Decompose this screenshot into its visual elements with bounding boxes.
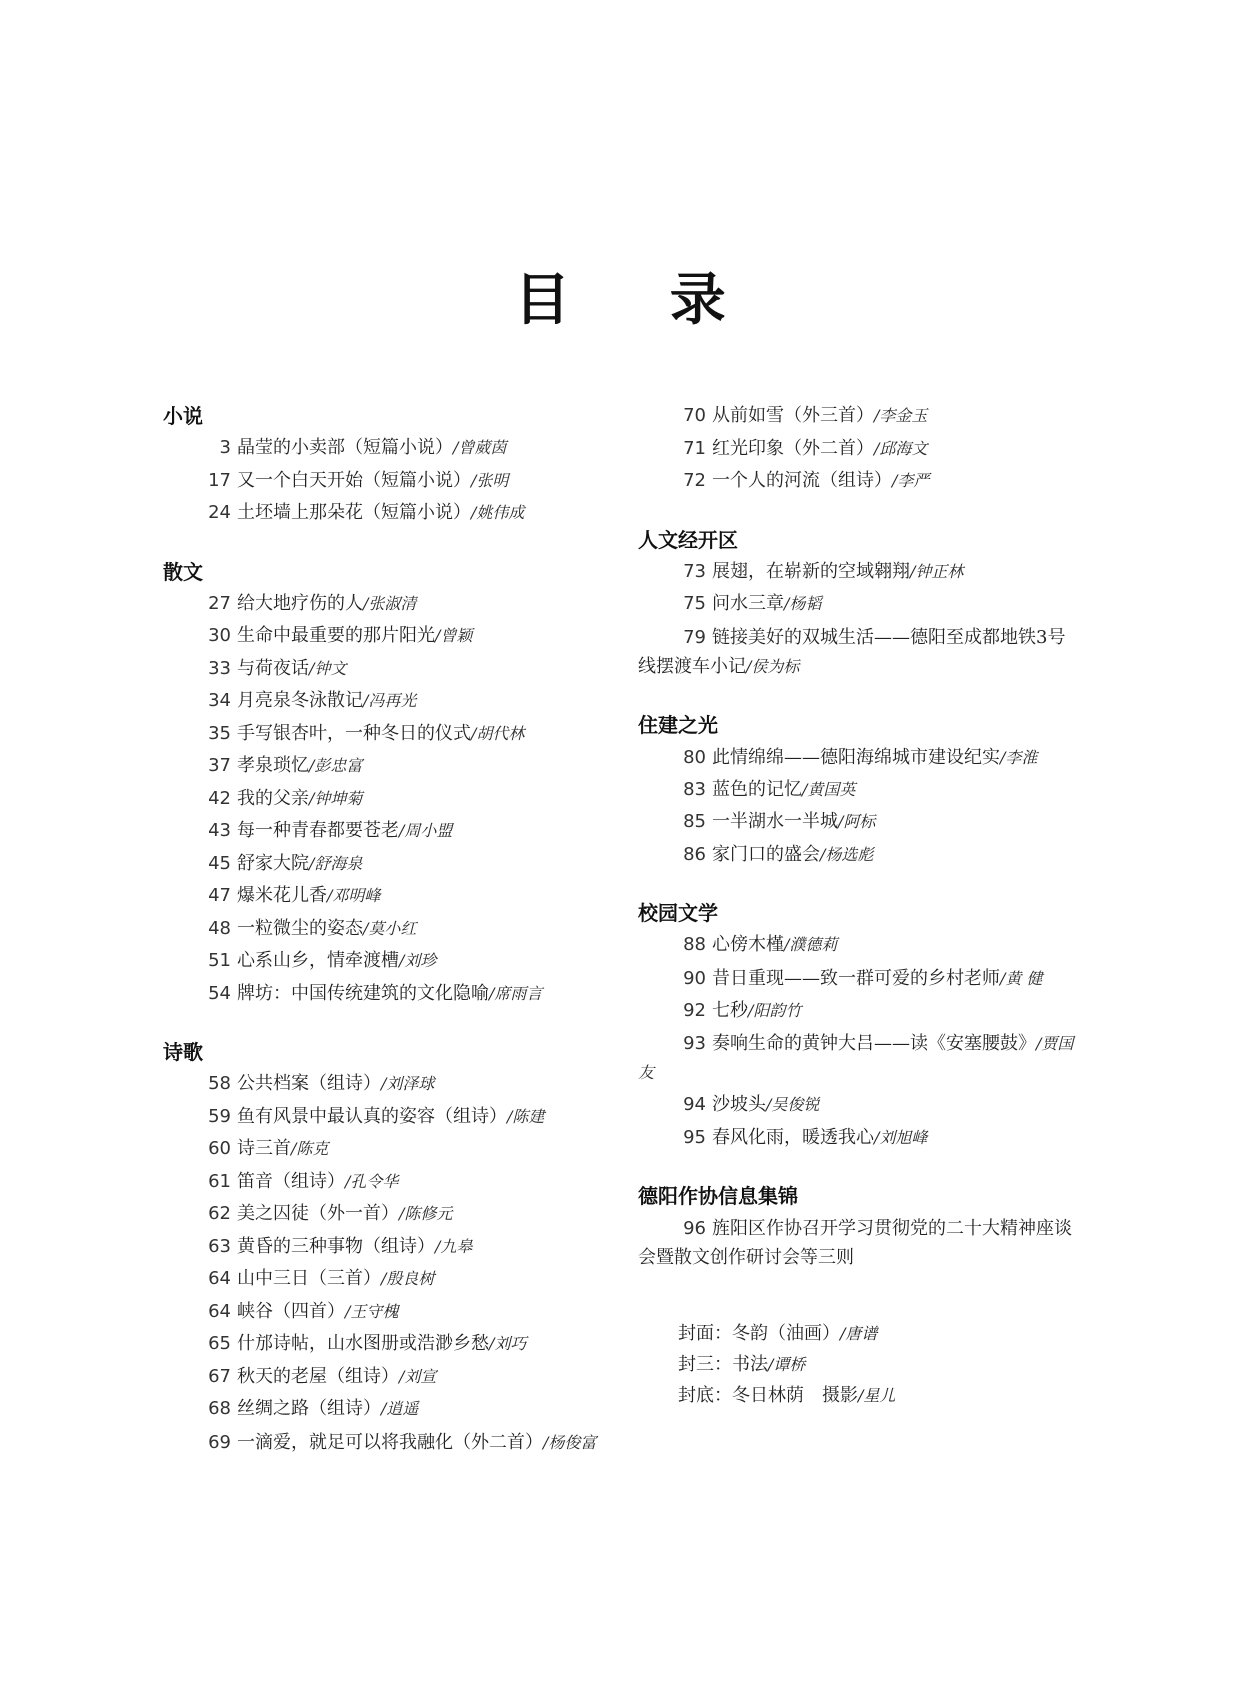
section-heading: 校园文学 (638, 901, 718, 925)
entry-title: 我的父亲 (237, 787, 309, 809)
section-heading: 小说 (163, 404, 203, 428)
entry-page-number: 69 (208, 1431, 231, 1453)
entry-author: /周小盟 (399, 821, 453, 840)
credit-line (638, 1349, 1078, 1380)
entry-page-number: 83 (683, 778, 706, 800)
entry-author: /濮德莉 (784, 935, 838, 954)
entry-page-number: 68 (208, 1398, 231, 1419)
toc-entry[interactable] (638, 962, 1078, 995)
entry-page-number: 33 (208, 657, 231, 679)
entry-author: /刘巧 (489, 1334, 527, 1353)
entry-title: 七秒 (712, 999, 748, 1021)
entry-page-number: 79 (683, 626, 706, 648)
toc-entry[interactable] (638, 1027, 1078, 1089)
entry-author: /陈修元 (399, 1204, 453, 1223)
entry-page-number: 58 (208, 1073, 231, 1094)
entry-title: 春风化雨，暖透我心 (712, 1126, 874, 1148)
entry-page-number: 34 (208, 690, 231, 711)
entry-page-number: 71 (683, 437, 706, 459)
entry-page-number: 86 (683, 843, 706, 865)
entry-page-number: 59 (208, 1105, 231, 1127)
entry-author: /张明 (471, 470, 509, 490)
entry-page-number: 47 (208, 885, 231, 906)
toc-entry[interactable] (638, 929, 1078, 962)
toc-column-left (163, 400, 603, 1459)
toc-entry[interactable] (638, 774, 1078, 807)
entry-page-number: 45 (208, 852, 231, 874)
section-heading: 散文 (163, 559, 203, 584)
credits-block (638, 1318, 1078, 1411)
entry-page-number: 65 (208, 1333, 231, 1354)
entry-page-number: 96 (683, 1218, 706, 1239)
entry-title: 一个人的河流（组诗） (712, 470, 892, 491)
entry-title: 沙坡头 (712, 1094, 766, 1115)
entry-title: 一半湖水一半城 (712, 811, 838, 832)
toc-entry[interactable] (163, 1393, 603, 1426)
entry-title: 秋天的老屋（组诗） (237, 1365, 399, 1387)
entry-page-number: 93 (683, 1033, 706, 1054)
entry-page-number: 73 (683, 560, 706, 582)
entry-page-number: 27 (208, 592, 231, 614)
entry-title: 笛音（组诗） (237, 1170, 345, 1192)
entry-author: /黄 健 (1000, 968, 1043, 988)
toc-entry[interactable] (638, 741, 1078, 774)
entry-title: 峡谷（四首） (237, 1300, 345, 1322)
entry-author: /舒海泉 (309, 853, 363, 873)
entry-author: /李淮 (1000, 747, 1038, 767)
entry-author: /李严 (892, 471, 930, 490)
entry-page-number: 80 (683, 746, 706, 768)
credit-label: 封三：书法 (678, 1354, 768, 1375)
entry-page-number: 62 (208, 1203, 231, 1224)
entry-title: 土坯墙上那朵花（短篇小说） (237, 502, 471, 523)
toc-entry[interactable] (638, 465, 1078, 498)
entry-page-number: 72 (683, 470, 706, 491)
entry-page-number: 95 (683, 1126, 706, 1148)
toc-section (638, 709, 1078, 872)
toc-entry[interactable] (638, 400, 1078, 433)
toc-column-right (638, 400, 1078, 1411)
entry-title: 展翅，在崭新的空域翱翔 (712, 560, 910, 582)
entry-author: /钟文 (309, 658, 347, 678)
entry-author: /杨俊富 (543, 1432, 597, 1452)
entry-author: /刘泽球 (381, 1074, 435, 1093)
entry-title: 鱼有风景中最认真的姿容（组诗） (237, 1105, 507, 1127)
toc-entry[interactable] (638, 556, 1078, 589)
entry-page-number: 37 (208, 755, 231, 776)
entry-page-number: 94 (683, 1094, 706, 1115)
entry-title: 旌阳区作协召开学习贯彻党的二十大精神座谈会暨散文创作研讨会等三则 (638, 1218, 1072, 1268)
toc-entry[interactable] (163, 913, 603, 946)
entry-title: 奏响生命的黄钟大吕——读《安塞腰鼓》 (712, 1033, 1036, 1054)
entry-author: /吴俊锐 (766, 1095, 820, 1114)
entry-page-number: 61 (208, 1170, 231, 1192)
entry-title: 晶莹的小卖部（短篇小说） (237, 437, 453, 458)
entry-author: /彭忠富 (309, 756, 363, 775)
entry-page-number: 70 (683, 405, 706, 426)
entry-page-number: 88 (683, 934, 706, 955)
entry-author: /冯再光 (363, 691, 417, 710)
entry-author: /席雨言 (489, 983, 543, 1003)
section-heading: 人文经开区 (638, 527, 738, 552)
toc-entry[interactable] (163, 465, 603, 498)
entry-title: 孝泉琐忆 (237, 755, 309, 776)
toc-entry[interactable] (163, 848, 603, 881)
toc-entry[interactable] (163, 1328, 603, 1361)
toc-entry[interactable] (163, 880, 603, 913)
entry-author: /杨选彪 (820, 844, 874, 864)
toc-section (638, 897, 1078, 1154)
entry-title: 一滴爱，就足可以将我融化（外二首） (237, 1431, 543, 1453)
entry-title: 蓝色的记忆 (712, 778, 802, 800)
entry-page-number: 35 (208, 722, 231, 744)
entry-author: /殷良树 (381, 1269, 435, 1288)
section-heading: 住建之光 (638, 712, 718, 737)
entry-page-number: 24 (208, 502, 231, 523)
credit-author: /星儿 (858, 1386, 896, 1405)
entry-author: /刘珍 (399, 951, 437, 970)
entry-title: 手写银杏叶，一种冬日的仪式 (237, 722, 471, 744)
entry-title: 此情绵绵——德阳海绵城市建设纪实 (712, 746, 1000, 768)
entry-title: 生命中最重要的那片阳光 (237, 625, 435, 646)
toc-entry[interactable] (163, 1361, 603, 1394)
entry-page-number: 48 (208, 917, 231, 939)
page-title: 目 录 (514, 268, 766, 333)
entry-author: /邱海文 (874, 438, 928, 458)
entry-page-number: 17 (208, 469, 231, 491)
toc-entry[interactable] (163, 1263, 603, 1296)
toc-entry[interactable] (638, 433, 1078, 466)
entry-title: 黄昏的三种事物（组诗） (237, 1235, 435, 1257)
entry-title: 与荷夜话 (237, 657, 309, 679)
entry-title: 心傍木槿 (712, 934, 784, 955)
entry-title: 什邡诗帖，山水图册或浩渺乡愁 (237, 1333, 489, 1354)
entry-page-number: 92 (683, 999, 706, 1021)
toc-entry[interactable] (163, 497, 603, 530)
entry-title: 丝绸之路（组诗） (237, 1398, 381, 1419)
toc-entry[interactable] (638, 621, 1078, 683)
toc-entry[interactable] (163, 432, 603, 465)
entry-title: 问水三章 (712, 593, 784, 614)
entry-author: /王守槐 (345, 1301, 399, 1321)
entry-title: 昔日重现——致一群可爱的乡村老师 (712, 967, 1000, 989)
entry-page-number: 54 (208, 982, 231, 1004)
toc-entry[interactable] (163, 653, 603, 686)
entry-page-number: 30 (208, 625, 231, 646)
toc-entry[interactable] (163, 685, 603, 718)
toc-entry[interactable] (638, 1122, 1078, 1155)
toc-section (638, 400, 1078, 498)
entry-page-number: 64 (208, 1268, 231, 1289)
entry-title: 每一种青春都要苍老 (237, 820, 399, 841)
entry-author: /侯为标 (746, 656, 800, 676)
entry-page-number: 67 (208, 1365, 231, 1387)
entry-author: /孔令华 (345, 1171, 399, 1191)
toc-entry[interactable] (163, 718, 603, 751)
entry-page-number: 75 (683, 593, 706, 614)
toc-entry[interactable] (163, 1231, 603, 1264)
section-heading: 德阳作协信息集锦 (638, 1184, 798, 1208)
entry-title: 从前如雪（外三首） (712, 405, 874, 426)
entry-author: /邓明峰 (327, 886, 381, 905)
toc-entry[interactable] (163, 1198, 603, 1231)
entry-title: 诗三首 (237, 1138, 291, 1159)
entry-page-number: 43 (208, 820, 231, 841)
entry-title: 又一个白天开始（短篇小说） (237, 469, 471, 491)
toc-section (163, 400, 603, 530)
entry-author: /黄国英 (802, 779, 856, 799)
toc-entry[interactable] (638, 995, 1078, 1028)
toc-section (163, 556, 603, 1011)
entry-author: /陈建 (507, 1106, 545, 1126)
toc-entry[interactable] (163, 1101, 603, 1134)
entry-author: /贾国友 (638, 1034, 1074, 1082)
credit-line (638, 1318, 1078, 1349)
entry-author: /刘旭峰 (874, 1127, 928, 1147)
entry-title: 月亮泉冬泳散记 (237, 690, 363, 711)
entry-author: /莫小红 (363, 918, 417, 938)
entry-title: 给大地疗伤的人 (237, 592, 363, 614)
toc-entry[interactable] (638, 588, 1078, 621)
credit-label: 封底：冬日林荫 摄影 (678, 1385, 858, 1406)
toc-entry[interactable] (163, 783, 603, 816)
toc-section (638, 524, 1078, 683)
toc-entry[interactable] (163, 1166, 603, 1199)
toc-entry[interactable] (638, 839, 1078, 872)
entry-author: /陈克 (291, 1139, 329, 1158)
entry-title: 链接美好的双城生活——德阳至成都地铁3号线摆渡车小记 (638, 626, 1066, 677)
entry-title: 红光印象（外二首） (712, 437, 874, 459)
entry-title: 家门口的盛会 (712, 843, 820, 865)
entry-author: /阿标 (838, 812, 876, 831)
entry-title: 爆米花儿香 (237, 885, 327, 906)
toc-section (638, 1180, 1078, 1274)
entry-page-number: 3 (219, 437, 231, 458)
entry-page-number: 90 (683, 967, 706, 989)
entry-author: /钟坤菊 (309, 788, 363, 808)
entry-page-number: 63 (208, 1235, 231, 1257)
toc-entry[interactable] (163, 1426, 603, 1459)
entry-author: /阳韵竹 (748, 1000, 802, 1020)
toc-entry[interactable] (163, 1133, 603, 1166)
entry-title: 山中三日（三首） (237, 1268, 381, 1289)
toc-entry[interactable] (163, 815, 603, 848)
credit-author: /唐谱 (840, 1324, 878, 1343)
credit-author: /谭桥 (768, 1355, 806, 1374)
entry-title: 公共档案（组诗） (237, 1073, 381, 1094)
credit-label: 封面：冬韵（油画） (678, 1323, 840, 1344)
toc-section (163, 1036, 603, 1459)
toc-entry[interactable] (638, 1212, 1078, 1274)
entry-page-number: 85 (683, 811, 706, 832)
entry-author: /钟正林 (910, 561, 964, 581)
entry-title: 美之囚徒（外一首） (237, 1203, 399, 1224)
entry-author: /杨韬 (784, 594, 822, 613)
toc-entry[interactable] (638, 806, 1078, 839)
entry-page-number: 42 (208, 787, 231, 809)
entry-author: /李金玉 (874, 406, 928, 425)
entry-page-number: 51 (208, 950, 231, 971)
entry-page-number: 60 (208, 1138, 231, 1159)
credit-line (638, 1380, 1078, 1411)
toc-entry[interactable] (163, 978, 603, 1011)
entry-author: /张淑清 (363, 593, 417, 613)
entry-author: /刘宣 (399, 1366, 437, 1386)
entry-author: /胡代林 (471, 723, 525, 743)
toc-entry[interactable] (163, 1068, 603, 1101)
toc-entry[interactable] (163, 750, 603, 783)
toc-entry[interactable] (163, 945, 603, 978)
section-heading: 诗歌 (163, 1040, 203, 1064)
entry-title: 舒家大院 (237, 852, 309, 874)
entry-author: /姚伟成 (471, 503, 525, 522)
entry-author: /逍遥 (381, 1399, 419, 1418)
entry-title: 一粒微尘的姿态 (237, 917, 363, 939)
entry-author: /曾葳茵 (453, 438, 507, 457)
entry-author: /九皋 (435, 1236, 473, 1256)
entry-title: 牌坊：中国传统建筑的文化隐喻 (237, 982, 489, 1004)
entry-page-number: 64 (208, 1300, 231, 1322)
entry-author: /曾颖 (435, 626, 473, 645)
entry-title: 心系山乡，情牵渡槽 (237, 950, 399, 971)
toc-entry[interactable] (163, 588, 603, 621)
toc-entry[interactable] (163, 620, 603, 653)
toc-entry[interactable] (638, 1089, 1078, 1122)
toc-entry[interactable] (163, 1296, 603, 1329)
